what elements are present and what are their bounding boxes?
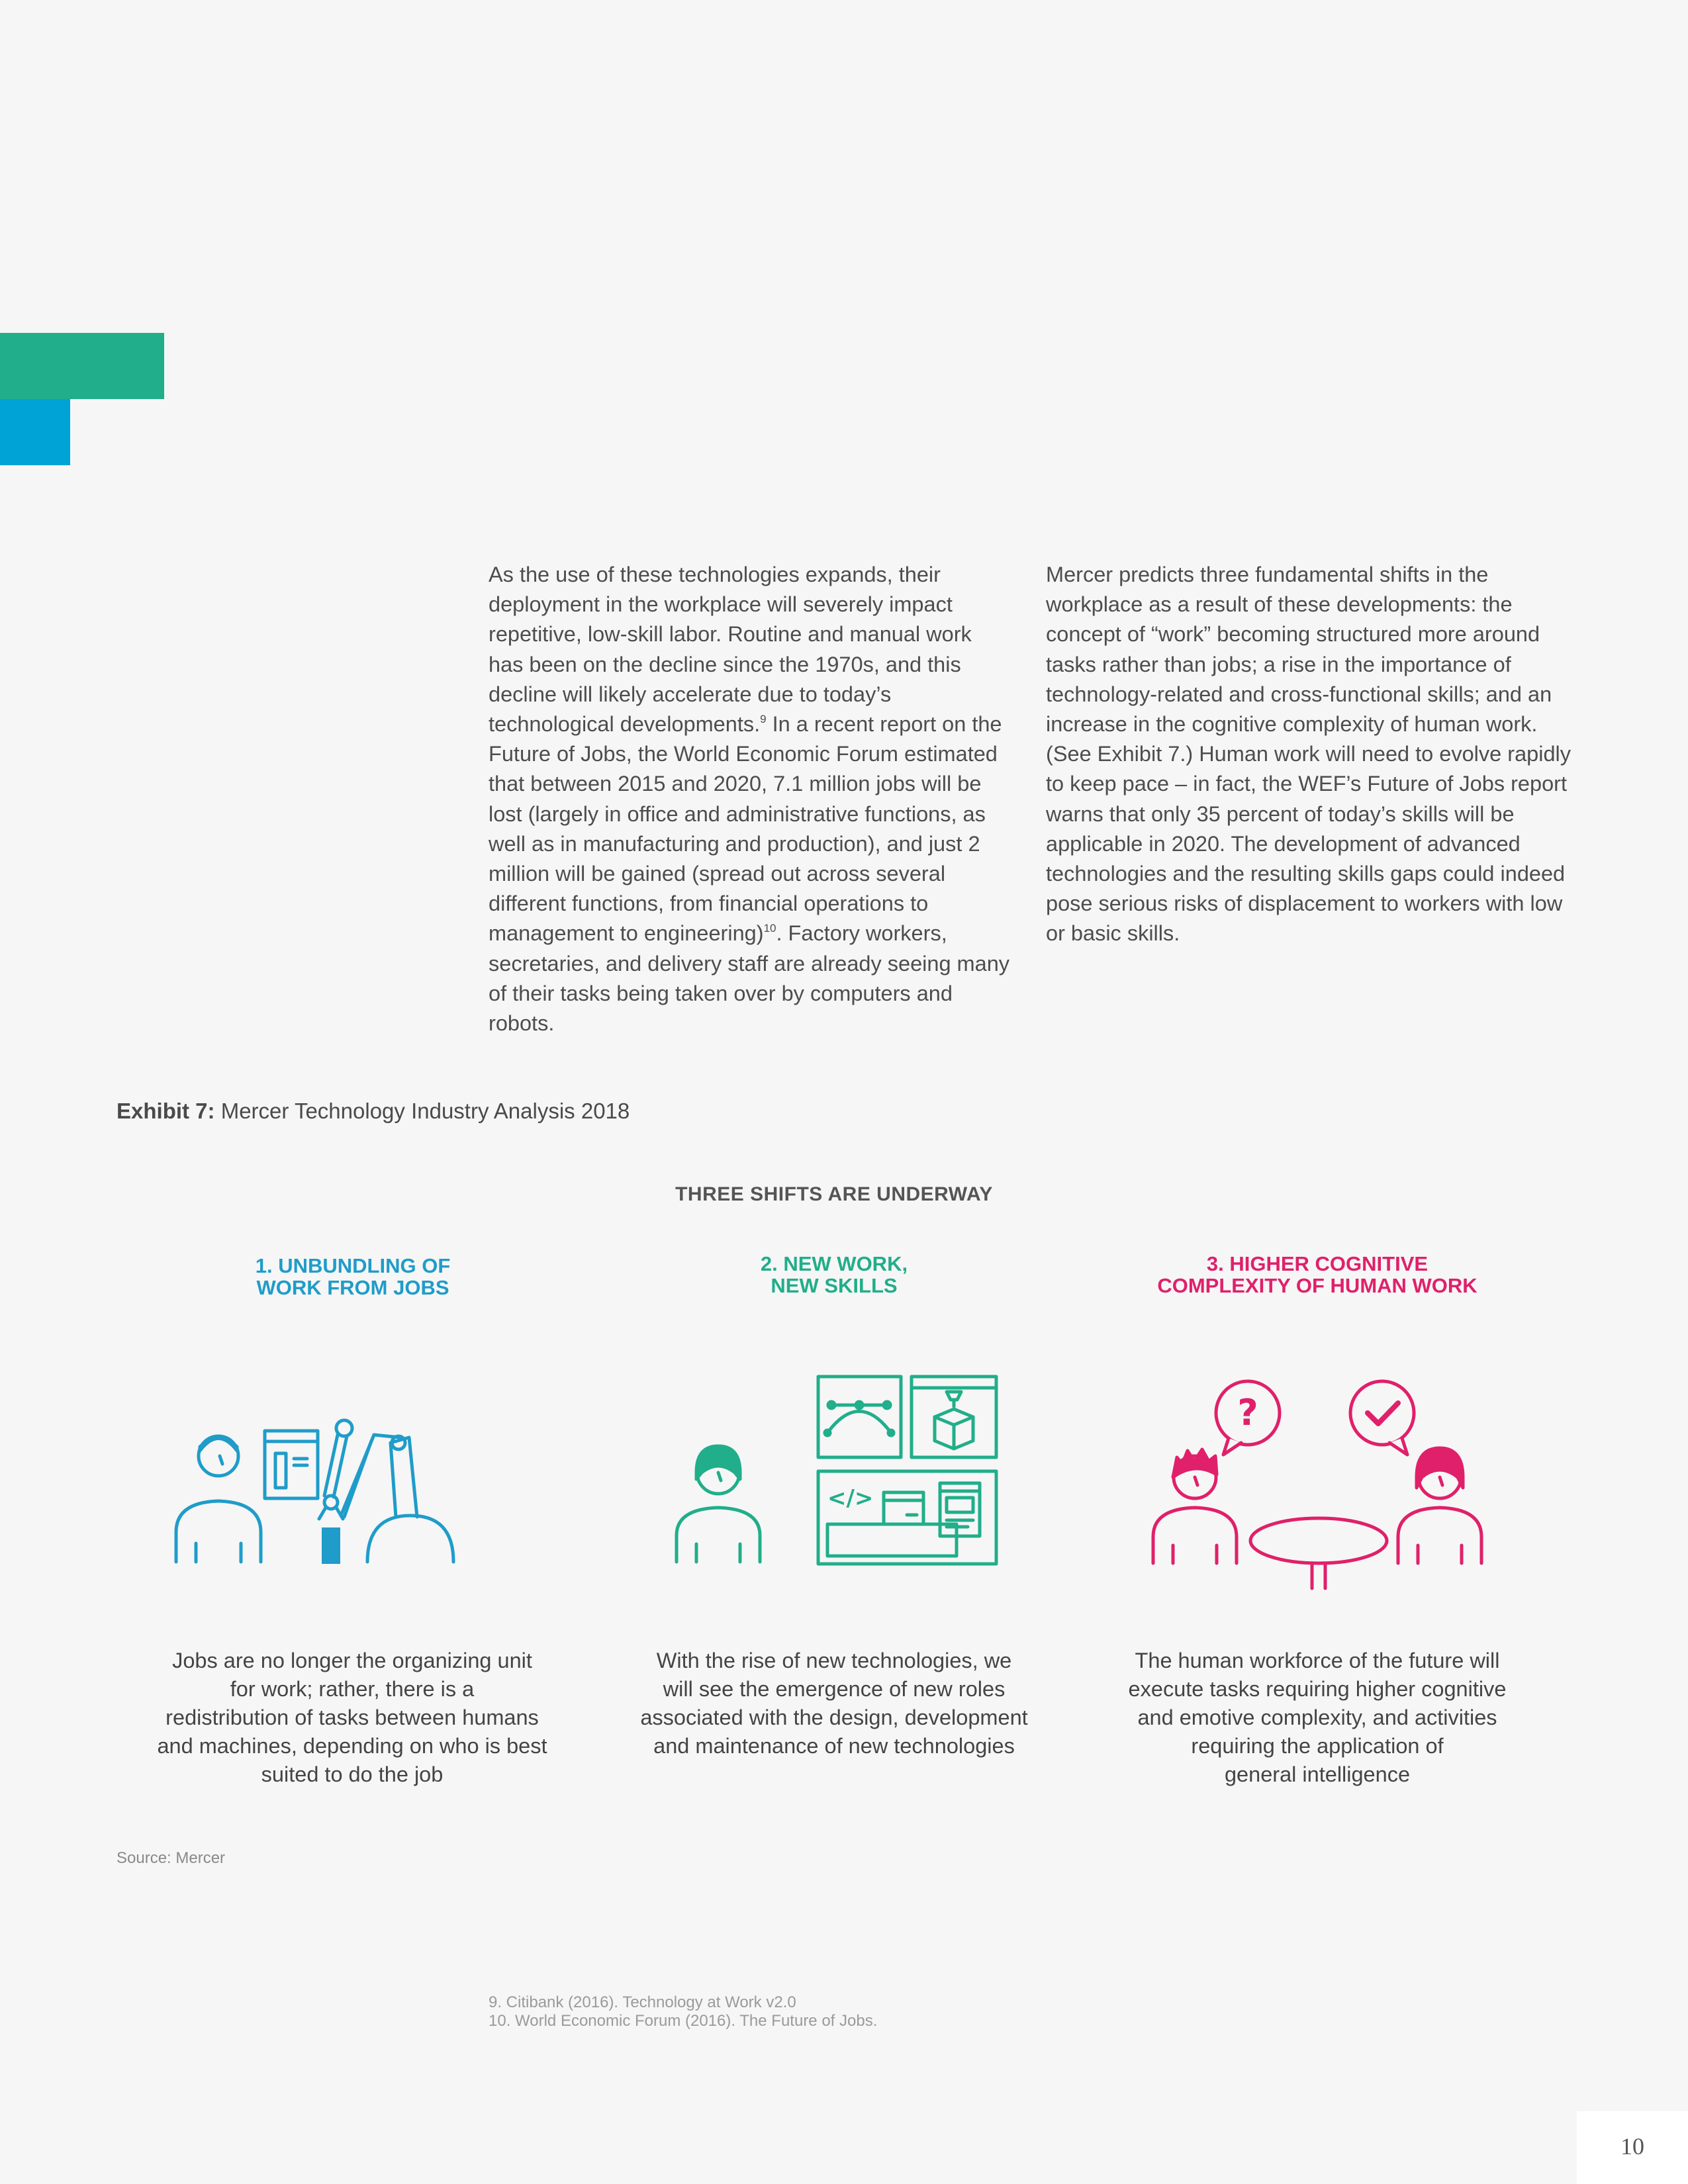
body-paragraph: As the use of these technologies expands, their deployment in the workplace will severely impact repetitive, low-skill labor. Routine and manual work has been on the decline since the 1970s, and this decline will likely accelerate due to today’s technological developments.$^9$ In a recent report on the Future of Jobs, the World Economic Forum estimated that between 2015 and 2020, 7.1 million jobs will be lost (largely in office and administrative functions, as well as in manufacturing and production), and just 2 million will be gained (spread out across several different functions, from financial operations to management to engineering)$^{10}$. Factory workers, secretaries, and delivery staff are already seeing many of their tasks being taken over by computers and robots. (489, 563, 1010, 1036)
exhibit-label: Exhibit 7: (117, 1099, 215, 1123)
exhibit-caption (117, 1099, 630, 1124)
shift-1-description: Jobs are no longer the organizing unit for work; rather, there is a redistribution of tasks between humans and machines, depending on who is best suited to do the job (157, 1649, 547, 1786)
body-column-left (489, 560, 1011, 1038)
shift-2-heading: 2. NEW WORK, NEW SKILLS (760, 1252, 908, 1297)
source-note: Source: Mercer (117, 1849, 226, 1867)
footnote-ref-10: 10 (763, 922, 776, 935)
shift-3-heading: 3. HIGHER COGNITIVE COMPLEXITY OF HUMAN WORK (1157, 1252, 1477, 1297)
page-number: 10 (1620, 2133, 1644, 2160)
footnote-9: 9. Citibank (2016). Technology at Work v2.0 (489, 1993, 796, 2011)
body-column-right (1046, 560, 1575, 949)
code-glyph: </> (827, 1485, 874, 1512)
shift-1-heading: 1. UNBUNDLING OF WORK FROM JOBS (255, 1254, 451, 1299)
question-glyph: ? (1237, 1392, 1258, 1433)
footnote-10: 10. World Economic Forum (2016). The Future of Jobs. (489, 2012, 878, 2030)
infographic-title: THREE SHIFTS ARE UNDERWAY (675, 1183, 993, 1205)
shift-2-description: With the rise of new technologies, we will see the emergence of new roles associated with the design, development and maintenance of new technologies (640, 1649, 1028, 1758)
body-paragraph: Mercer predicts three fundamental shifts in the workplace as a result of these developments: the concept of “work” becoming structured more around tasks rather than jobs; a rise in the importance of technology-related and cross-functional skills; and an increase in the cognitive complexity of human work. (See Exhibit 7.) Human work will need to evolve rapidly to keep pace – in fact, the WEF’s Future of Jobs report warns that only 35 percent of today’s skills will be applicable in 2020. The development of advanced technologies and the resulting skills gaps could indeed pose serious risks of displacement to workers with low or basic skills. (1046, 563, 1571, 946)
exhibit-title: Mercer Technology Industry Analysis 2018 (214, 1099, 630, 1123)
person-and-technology-panels-icon (669, 1373, 1000, 1569)
decorative-green-bar (0, 333, 164, 399)
decorative-blue-bar (0, 399, 70, 465)
footnote-ref-9: 9 (760, 713, 767, 726)
two-people-at-table-icon (1145, 1377, 1489, 1595)
shift-3-description: The human workforce of the future will execute tasks requiring higher cognitive and emotive complexity, and activities requiring the application of general intelligence (1128, 1649, 1507, 1786)
person-and-robot-arm-icon (165, 1396, 536, 1569)
